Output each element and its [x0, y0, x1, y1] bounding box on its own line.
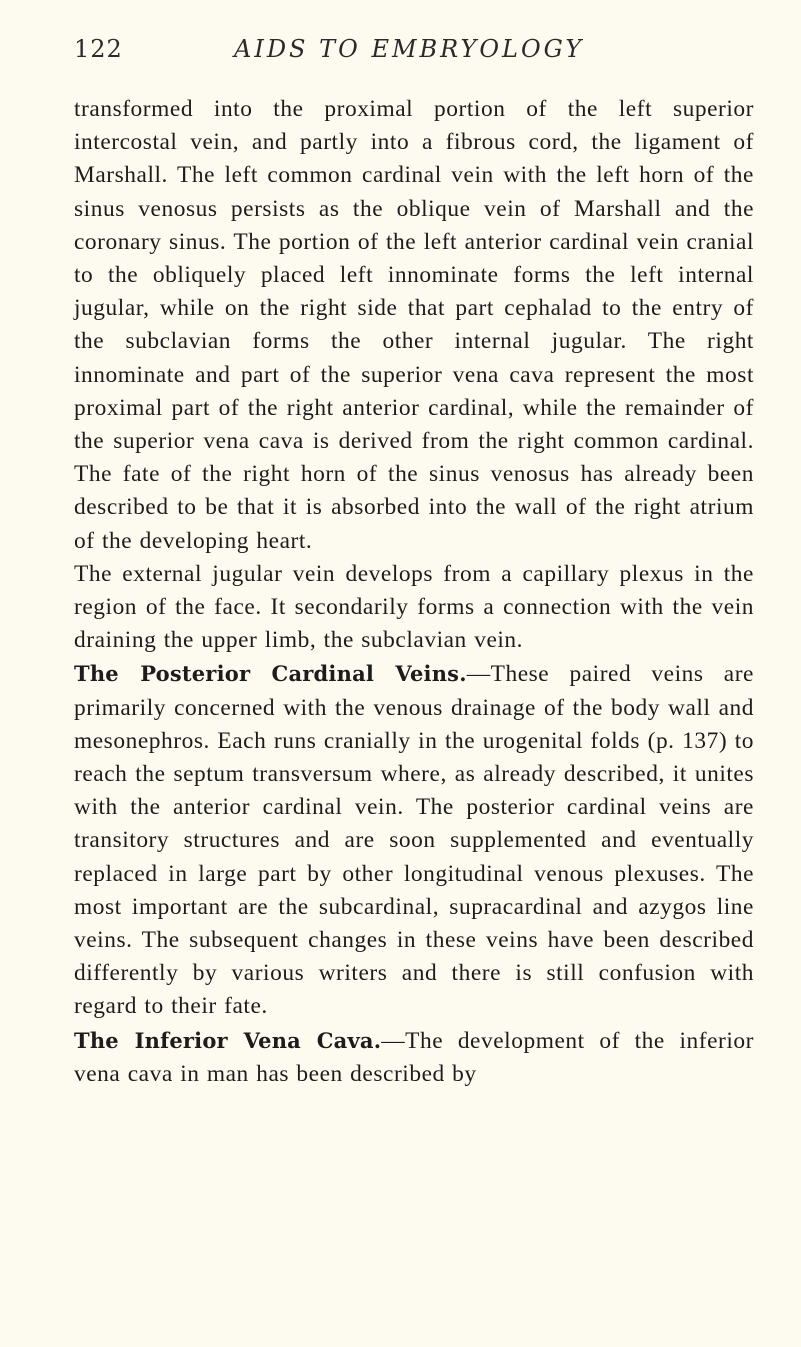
body-text	[74, 93, 754, 1091]
page-number: 122	[74, 35, 123, 63]
running-head: AIDS TO EMBRYOLOGY	[234, 35, 585, 63]
paragraph-text: transformed into the proximal portion of the left superior intercostal vein, and partly into a fibrous cord, the ligament of Marshall. The left common cardinal vein with the left horn of the sinus venosus persists as the oblique vein of Marshall and the coronary sinus. The portion of the left anterior cardinal vein cranial to the obliquely placed left innominate forms the left internal jugular, while on the right side that part cephalad to the entry of the subclavian forms the other internal jugular. The right innominate and part of the superior vena cava represent the most proximal part of the right anterior cardinal, while the remainder of the superior vena cava is derived from the right common cardinal. The fate of the right horn of the sinus venosus has already been described to be that it is absorbed into the wall of the right atrium of the developing heart.	[74, 96, 754, 554]
book-page	[74, 35, 754, 1091]
paragraph-inferior-vena-cava	[74, 1024, 754, 1091]
paragraph	[74, 93, 754, 558]
page-header	[74, 35, 754, 83]
paragraph-posterior-cardinal-veins	[74, 657, 754, 1023]
section-heading: The Inferior Vena Cava.	[74, 1027, 382, 1053]
paragraph-text: —The development of the inferior vena cava in man has been described by	[74, 1027, 754, 1087]
section-heading: The Posterior Cardinal Veins.	[74, 661, 467, 687]
paragraph	[74, 558, 754, 658]
paragraph-text: The external jugular vein develops from a capillary plexus in the region of the face. It secondarily forms a connection with the vein draining the upper limb, the subclavian vein.	[74, 560, 754, 654]
paragraph-text: —These paired veins are primarily concerned with the venous drainage of the body wall and mesonephros. Each runs cranially in the urogenital folds (p. 137) to reach the septum transversum where, as already described, it unites with the anterior cardinal vein. The posterior cardinal veins are transitory structures and are soon supplemented and eventually replaced in large part by other longitudinal venous plexuses. The most important are the subcardinal, supracardinal and azygos line veins. The subsequent changes in these veins have been described differently by various writers and there is still confusion with regard to their fate.	[74, 661, 754, 1020]
